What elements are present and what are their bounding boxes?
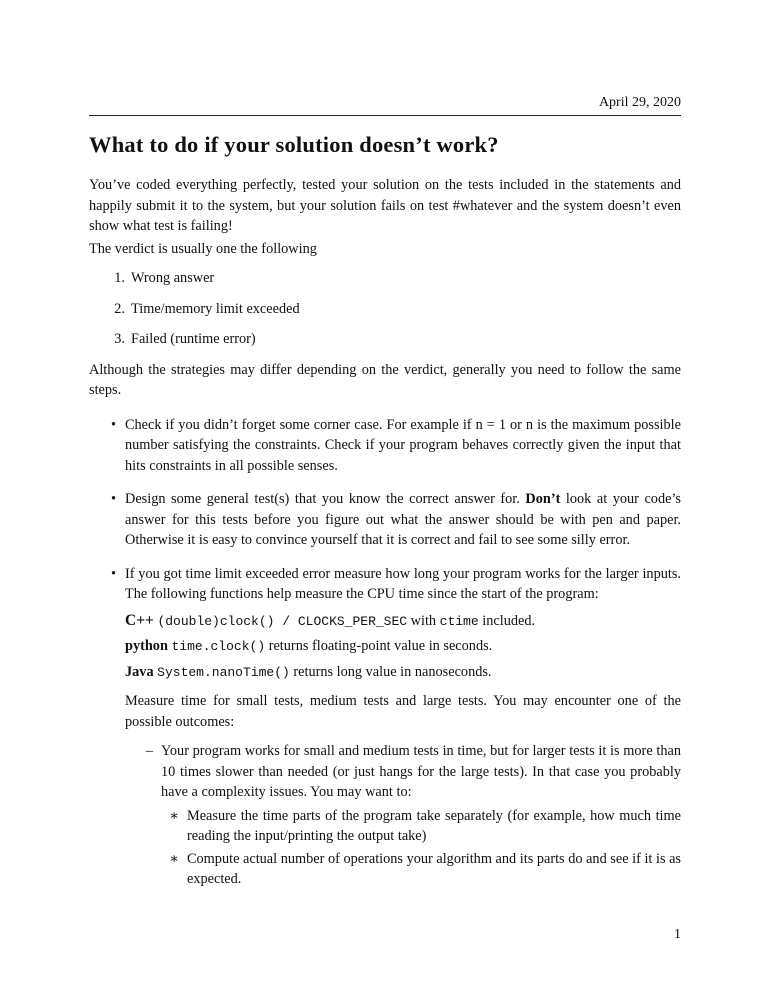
intro-paragraph: You’ve coded everything perfectly, tested your solution on the tests included in the statements and happily submit it to the system, but your solution fails on test #whatever and the system doesn’t even show what test is failing! — [89, 177, 681, 234]
language-label: python — [125, 638, 168, 654]
code-snippet: ctime — [439, 613, 479, 629]
code-snippet: System.nanoTime() — [157, 664, 290, 680]
language-label: Java — [125, 663, 154, 680]
list-item — [89, 268, 681, 289]
timer-cpp: C++ (double)clock() / CLOCKS_PER_SEC with ctime included. — [125, 611, 536, 629]
list-item — [89, 299, 681, 320]
code-snippet: time.clock() — [171, 639, 266, 654]
header-date: April 29, 2020 — [598, 95, 681, 110]
outcome-text: Your program works for small and medium tests in time, but for larger tests it is more than 10 times slower than needed (or just hangs for the large tests). In that case you probably have a complexity issues. You may want to: — [161, 743, 681, 800]
header-rule — [89, 115, 681, 116]
bullet-icon: • — [111, 416, 117, 433]
list-item — [161, 849, 681, 890]
verdict-list — [89, 268, 681, 350]
list-item — [89, 564, 681, 892]
document-body — [89, 175, 681, 905]
dash-icon: – — [145, 743, 153, 759]
outcomes-list — [125, 741, 681, 892]
code-snippet: (double)clock() / CLOCKS_PER_SEC — [157, 613, 408, 629]
asterisk-icon: ∗ — [169, 850, 179, 867]
language-label: C++ — [125, 611, 154, 629]
emphasis-text: Don’t — [525, 491, 561, 507]
step-content — [125, 564, 681, 892]
bullet-icon: • — [111, 491, 117, 507]
step-text: If you got time limit exceeded error measure how long your program works for the larger inputs. The following functions help measure the CPU time since the start of the program: — [125, 565, 681, 602]
list-item — [161, 806, 681, 847]
page-title: What to do if your solution doesn’t work? — [89, 132, 499, 157]
substeps-list — [161, 806, 681, 890]
timer-python: python time.clock() returns floating-point value in seconds. — [125, 638, 493, 654]
list-item-text: Failed (runtime error) — [131, 331, 256, 347]
list-number: 2. — [114, 300, 125, 317]
strategies-paragraph: Although the strategies may differ depending on the verdict, generally you need to follow the same steps. — [89, 361, 681, 398]
list-number: 3. — [114, 331, 125, 347]
asterisk-icon: ∗ — [169, 807, 179, 824]
steps-list — [89, 415, 681, 892]
step-text: Design some general test(s) that you know the correct answer for. Don’t look at your code’s answer for this tests before you figure out what the answer should be with pen and paper. Otherwise it is easy to convince yourself that it is correct and fail to see some silly error. — [125, 491, 681, 548]
bullet-icon: • — [111, 565, 117, 582]
list-item — [89, 415, 681, 477]
list-item — [89, 489, 681, 551]
substep-text: Measure the time parts of the program take separately (for example, how much time reading the input/printing the output take) — [187, 807, 681, 844]
page-number: 1 — [674, 927, 681, 942]
timer-java: Java System.nanoTime() returns long value in nanoseconds. — [125, 663, 492, 680]
outcome-content — [161, 741, 681, 892]
list-number: 1. — [114, 270, 125, 286]
list-item — [125, 741, 681, 892]
step-text: Check if you didn’t forget some corner case. For example if n = 1 or n is the maximum possible number satisfying the constraints. Check if your program behaves correctly given the input that hits constraints in all possible senses. — [125, 416, 681, 474]
list-item-text: Time/memory limit exceeded — [131, 300, 300, 317]
verdict-intro: The verdict is usually one the following — [89, 240, 317, 257]
list-item — [89, 329, 681, 350]
list-item-text: Wrong answer — [131, 270, 215, 286]
substep-text: Compute actual number of operations your algorithm and its parts do and see if it is as expected. — [187, 850, 681, 887]
measure-paragraph: Measure time for small tests, medium tests and large tests. You may encounter one of the possible outcomes: — [125, 693, 681, 730]
